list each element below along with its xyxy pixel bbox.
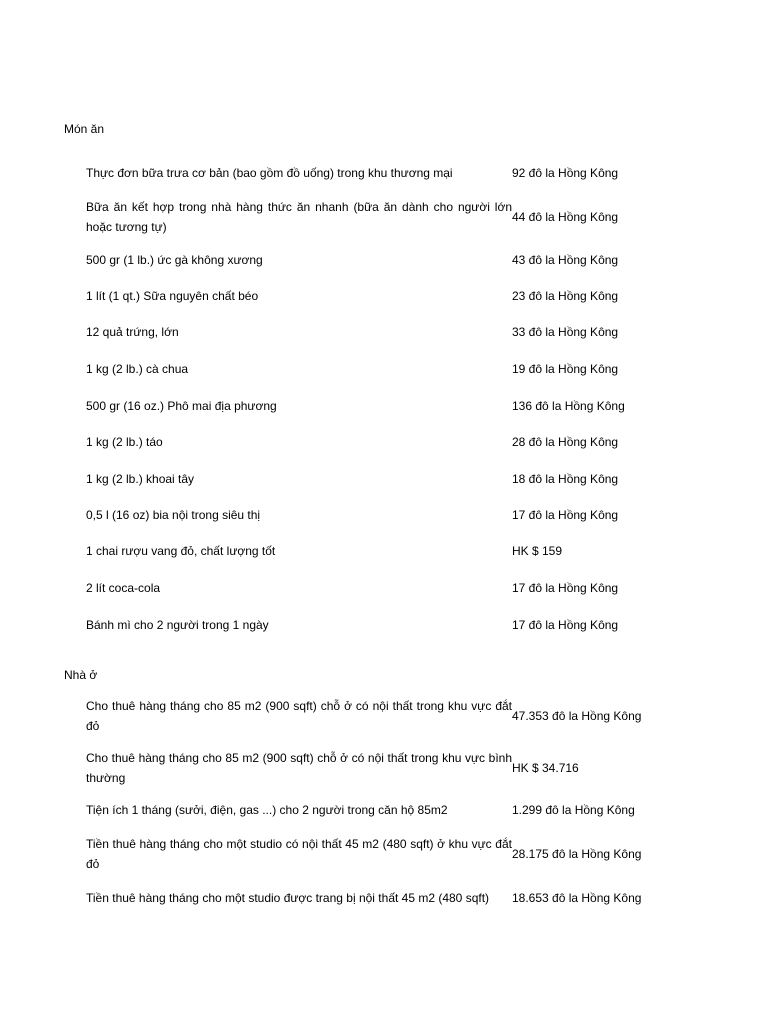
price-value: 17 đô la Hồng Kông	[512, 618, 619, 632]
item-label: Cho thuê hàng tháng cho 85 m2 (900 sqft) chỗ ở có nội thất trong khu vực bình thường	[86, 751, 512, 785]
price-row	[86, 696, 666, 736]
price-row	[86, 834, 666, 874]
price-row	[86, 359, 666, 399]
item-label: Tiền thuê hàng tháng cho một studio được trang bị nội thất 45 m2 (480 sqft)	[86, 891, 490, 905]
price-row	[86, 469, 666, 509]
item-label: Bữa ăn kết hợp trong nhà hàng thức ăn nhanh (bữa ăn dành cho người lớn hoặc tương tự)	[86, 200, 512, 234]
item-label: 1 kg (2 lb.) táo	[86, 435, 163, 449]
price-value: 92 đô la Hồng Kông	[512, 166, 619, 180]
item-label: Cho thuê hàng tháng cho 85 m2 (900 sqft) chỗ ở có nội thất trong khu vực đắt đỏ	[86, 699, 512, 733]
price-row	[86, 888, 666, 928]
item-label: 1 chai rượu vang đỏ, chất lượng tốt	[86, 544, 276, 558]
price-row	[86, 615, 666, 655]
price-row	[86, 432, 666, 472]
item-label: 500 gr (16 oz.) Phô mai địa phương	[86, 399, 277, 413]
price-row	[86, 286, 666, 326]
price-value: 18.653 đô la Hồng Kông	[512, 891, 642, 905]
price-value: 23 đô la Hồng Kông	[512, 289, 619, 303]
price-row	[86, 250, 666, 290]
item-label: 500 gr (1 lb.) ức gà không xương	[86, 253, 263, 267]
price-row	[86, 396, 666, 436]
price-row	[86, 197, 666, 237]
price-value: HK $ 34.716	[512, 761, 579, 775]
price-value: HK $ 159	[512, 544, 563, 558]
price-value: 44 đô la Hồng Kông	[512, 210, 619, 224]
price-row	[86, 322, 666, 362]
item-label: 0,5 l (16 oz) bia nội trong siêu thị	[86, 508, 261, 522]
price-value: 47.353 đô la Hồng Kông	[512, 709, 642, 723]
price-value: 18 đô la Hồng Kông	[512, 472, 619, 486]
item-label: 12 quả trứng, lớn	[86, 325, 179, 339]
price-value: 19 đô la Hồng Kông	[512, 362, 619, 376]
section-heading-housing: Nhà ở	[64, 668, 98, 682]
price-value: 43 đô la Hồng Kông	[512, 253, 619, 267]
price-value: 17 đô la Hồng Kông	[512, 508, 619, 522]
price-row	[86, 578, 666, 618]
price-value: 28.175 đô la Hồng Kông	[512, 847, 642, 861]
item-label: 2 lít coca-cola	[86, 581, 161, 595]
item-label: 1 lít (1 qt.) Sữa nguyên chất béo	[86, 289, 259, 303]
price-value: 17 đô la Hồng Kông	[512, 581, 619, 595]
price-value: 33 đô la Hồng Kông	[512, 325, 619, 339]
item-label: 1 kg (2 lb.) cà chua	[86, 362, 189, 376]
item-label: Bánh mì cho 2 người trong 1 ngày	[86, 618, 269, 632]
price-value: 136 đô la Hồng Kông	[512, 399, 625, 413]
item-label: Tiện ích 1 tháng (sưởi, điện, gas ...) cho 2 người trong căn hộ 85m2	[86, 803, 448, 817]
item-label: Tiền thuê hàng tháng cho một studio có nội thất 45 m2 (480 sqft) ở khu vực đắt đỏ	[86, 837, 512, 871]
price-value: 1.299 đô la Hồng Kông	[512, 803, 635, 817]
section-heading-food: Món ăn	[64, 122, 105, 136]
price-row	[86, 505, 666, 545]
price-row	[86, 541, 666, 581]
price-value: 28 đô la Hồng Kông	[512, 435, 619, 449]
item-label: 1 kg (2 lb.) khoai tây	[86, 472, 195, 486]
item-label: Thực đơn bữa trưa cơ bản (bao gồm đồ uống) trong khu thương mại	[86, 166, 453, 180]
price-row	[86, 748, 666, 788]
